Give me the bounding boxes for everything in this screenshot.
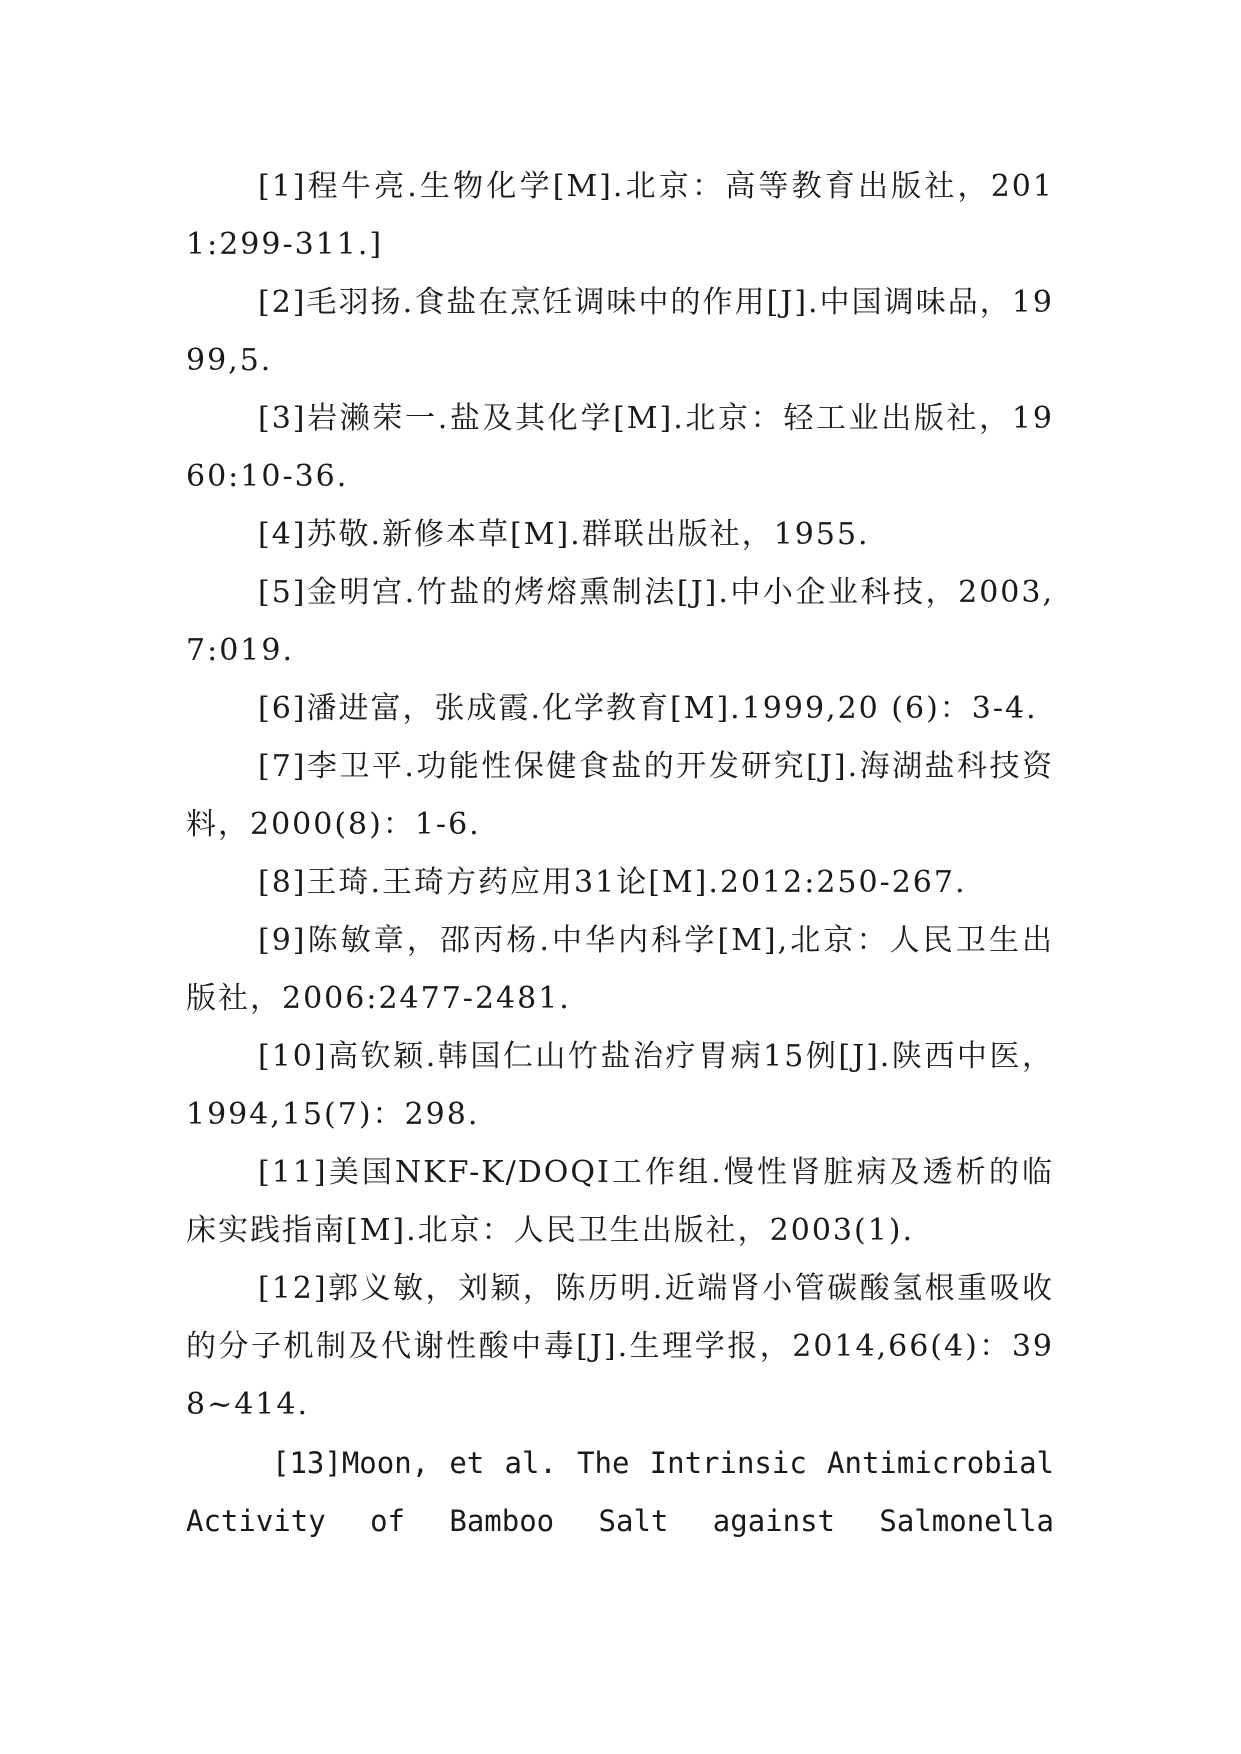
reference-item-2: [2]毛羽扬.食盐在烹饪调味中的作用[J].中国调味品，1999,5. xyxy=(186,285,1054,378)
reference-item-5: [5]金明宫.竹盐的烤熔熏制法[J].中小企业科技，2003,7:019. xyxy=(186,575,1054,668)
reference-item-12: [12]郭义敏，刘颖，陈历明.近端肾小管碳酸氢根重吸收的分子机制及代谢性酸中毒[J].生理学报，2014,66(4)：398~414. xyxy=(186,1271,1054,1422)
reference-item-13: [13]Moon, et al. The Intrinsic Antimicrobial Activity of Bamboo Salt against Salmonella xyxy=(186,1446,1054,1538)
reference-item-4: [4]苏敬.新修本草[M].群联出版社，1955. xyxy=(258,517,870,552)
reference-item-9: [9]陈敏章，邵丙杨.中华内科学[M],北京：人民卫生出版社，2006:2477-2481. xyxy=(186,923,1054,1016)
reference-item-6: [6]潘进富，张成霞.化学教育[M].1999,20 (6)：3-4. xyxy=(258,691,1038,726)
reference-item-7: [7]李卫平.功能性保健食盐的开发研究[J].海湖盐科技资料，2000(8)：1-6. xyxy=(186,749,1054,842)
reference-item-11: [11]美国NKF-K/DOQI工作组.慢性肾脏病及透析的临床实践指南[M].北京：人民卫生出版社，2003(1). xyxy=(186,1155,1054,1248)
reference-item-10: [10]高钦颖.韩国仁山竹盐治疗胃病15例[J].陕西中医，1994,15(7)：298. xyxy=(186,1039,1054,1132)
reference-item-8: [8]王琦.王琦方药应用31论[M].2012:250-267. xyxy=(258,865,967,900)
reference-list xyxy=(186,158,1054,1550)
reference-item-3: [3]岩濑荣一.盐及其化学[M].北京：轻工业出版社，1960:10-36. xyxy=(186,401,1054,494)
reference-item-1: [1]程牛亮.生物化学[M].北京：高等教育出版社，2011:299-311.] xyxy=(186,169,1054,262)
